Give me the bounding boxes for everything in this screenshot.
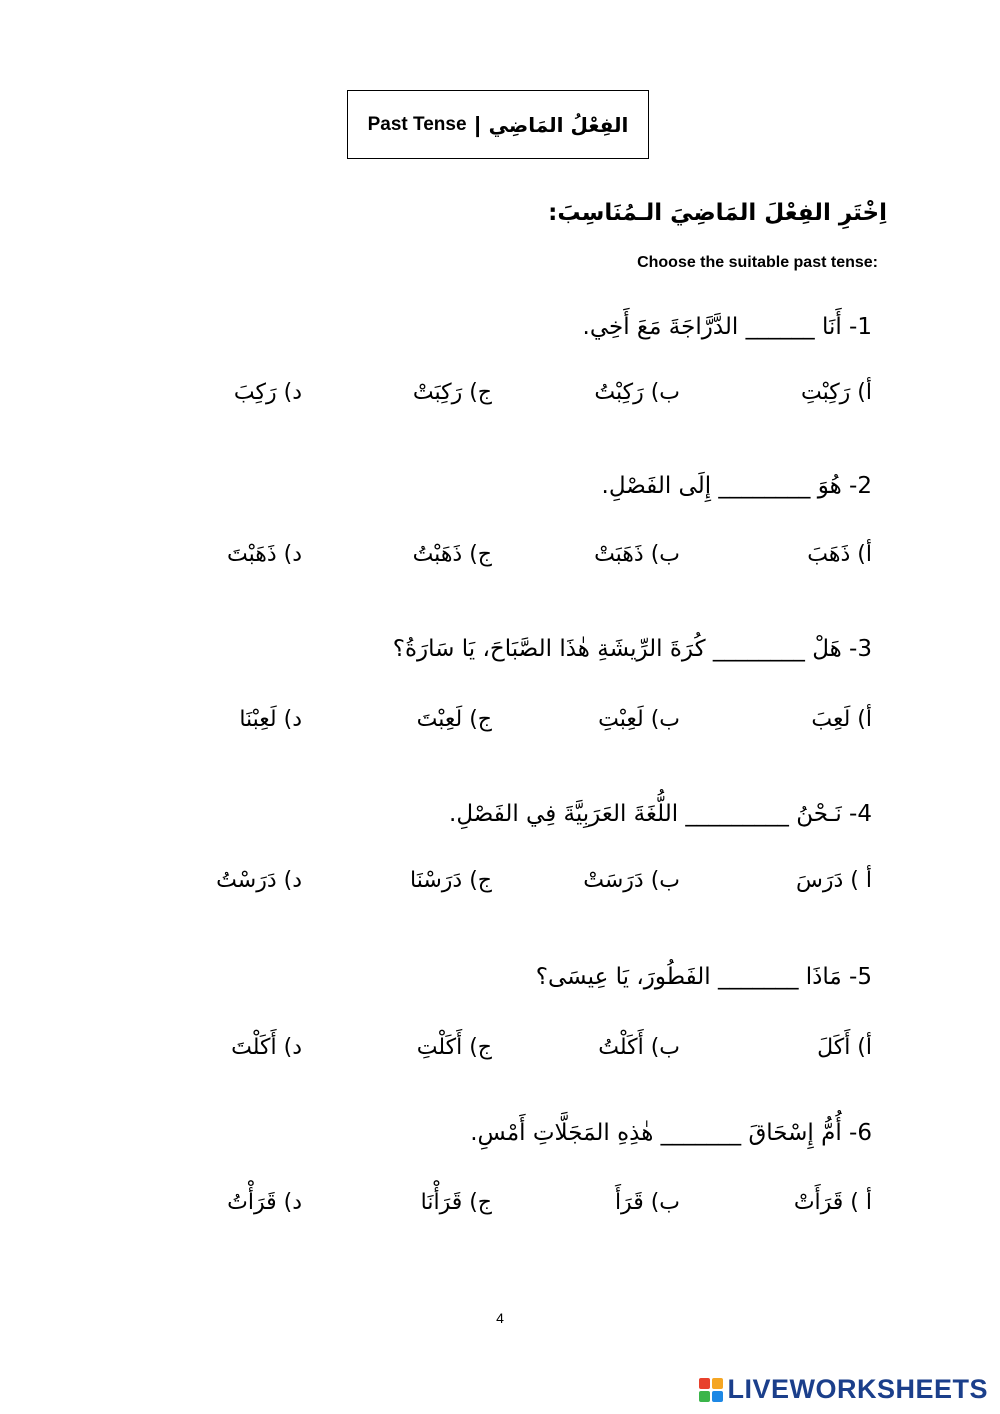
options-row-6 (0, 1190, 1000, 1230)
options-row-4 (0, 868, 1000, 908)
liveworksheets-logo-icon (699, 1378, 723, 1402)
option-4d[interactable]: د) دَرَسْتُ (216, 868, 302, 893)
option-3d[interactable]: د) لَعِبْنَا (239, 707, 302, 732)
option-3b[interactable]: ب) لَعِبْتِ (598, 707, 680, 732)
question-1: 1- أَنَا ______ الدَّرَّاجَةَ مَعَ أَخِي. (582, 314, 872, 340)
option-5a[interactable]: أ) أَكَلَ (817, 1035, 872, 1060)
option-4b[interactable]: ب) دَرَسَتْ (583, 868, 680, 893)
option-1b[interactable]: ب) رَكِبْتُ (594, 380, 680, 405)
option-2b[interactable]: ب) ذَهَبَتْ (594, 542, 680, 567)
brand-name: LIVEWORKSHEETS (727, 1374, 988, 1404)
page-number: 4 (496, 1310, 504, 1326)
question-5: 5- مَاذَا _______ الفَطُورَ، يَا عِيسَى؟ (535, 964, 872, 990)
option-6d[interactable]: د) قَرَأْتُ (227, 1190, 302, 1215)
logo-tile-4 (712, 1391, 723, 1402)
options-row-2 (0, 542, 1000, 582)
option-6b[interactable]: ب) قَرَأَ (614, 1190, 680, 1215)
logo-tile-3 (699, 1391, 710, 1402)
option-5d[interactable]: د) أَكَلْتَ (231, 1035, 302, 1060)
title-arabic: الفِعْلُ المَاضِي (488, 112, 629, 137)
question-6: 6- أُمُّ إِسْحَاقَ _______ هٰذِهِ المَجَلَّاتِ أَمْسِ. (470, 1120, 872, 1146)
brand-watermark[interactable] (699, 1374, 988, 1405)
option-6a[interactable]: أ ) قَرَأَتْ (793, 1190, 872, 1215)
option-3c[interactable]: ج) لَعِبْتَ (416, 707, 492, 732)
options-row-5 (0, 1035, 1000, 1075)
logo-tile-2 (712, 1378, 723, 1389)
option-5b[interactable]: ب) أَكَلْتُ (598, 1035, 680, 1060)
options-row-3 (0, 707, 1000, 747)
option-5c[interactable]: ج) أَكَلْتِ (416, 1035, 492, 1060)
options-row-1 (0, 380, 1000, 420)
title-english: Past Tense (367, 113, 467, 135)
instruction-english: Choose the suitable past tense: (637, 254, 878, 271)
question-3: 3- هَلْ ________ كُرَةَ الرِّيشَةِ هٰذَا الصَّبَاحَ، يَا سَارَةُ؟ (392, 636, 872, 662)
option-2c[interactable]: ج) ذَهَبْتُ (412, 542, 492, 567)
title-box (347, 90, 649, 159)
option-2d[interactable]: د) ذَهَبْتَ (226, 542, 302, 567)
instruction-arabic: اِخْتَرِ الفِعْلَ المَاضِيَ الـمُنَاسِبَ: (548, 200, 887, 226)
option-1c[interactable]: ج) رَكِبَتْ (412, 380, 492, 405)
option-2a[interactable]: أ) ذَهَبَ (807, 542, 872, 567)
option-6c[interactable]: ج) قَرَأْنَا (420, 1190, 492, 1215)
option-3a[interactable]: أ) لَعِبَ (811, 707, 872, 732)
question-2: 2- هُوَ ________ إِلَى الفَصْلِ. (601, 473, 872, 499)
option-1a[interactable]: أ) رَكِبْتِ (800, 380, 872, 405)
question-4: 4- نَـحْنُ _________ اللُّغَةَ العَرَبِيَّةَ فِي الفَصْلِ. (449, 801, 872, 827)
option-4c[interactable]: ج) دَرَسْنَا (410, 868, 492, 893)
title-separator: | (474, 111, 481, 137)
option-4a[interactable]: أ ) دَرَسَ (796, 868, 872, 893)
option-1d[interactable]: د) رَكِبَ (233, 380, 302, 405)
logo-tile-1 (699, 1378, 710, 1389)
